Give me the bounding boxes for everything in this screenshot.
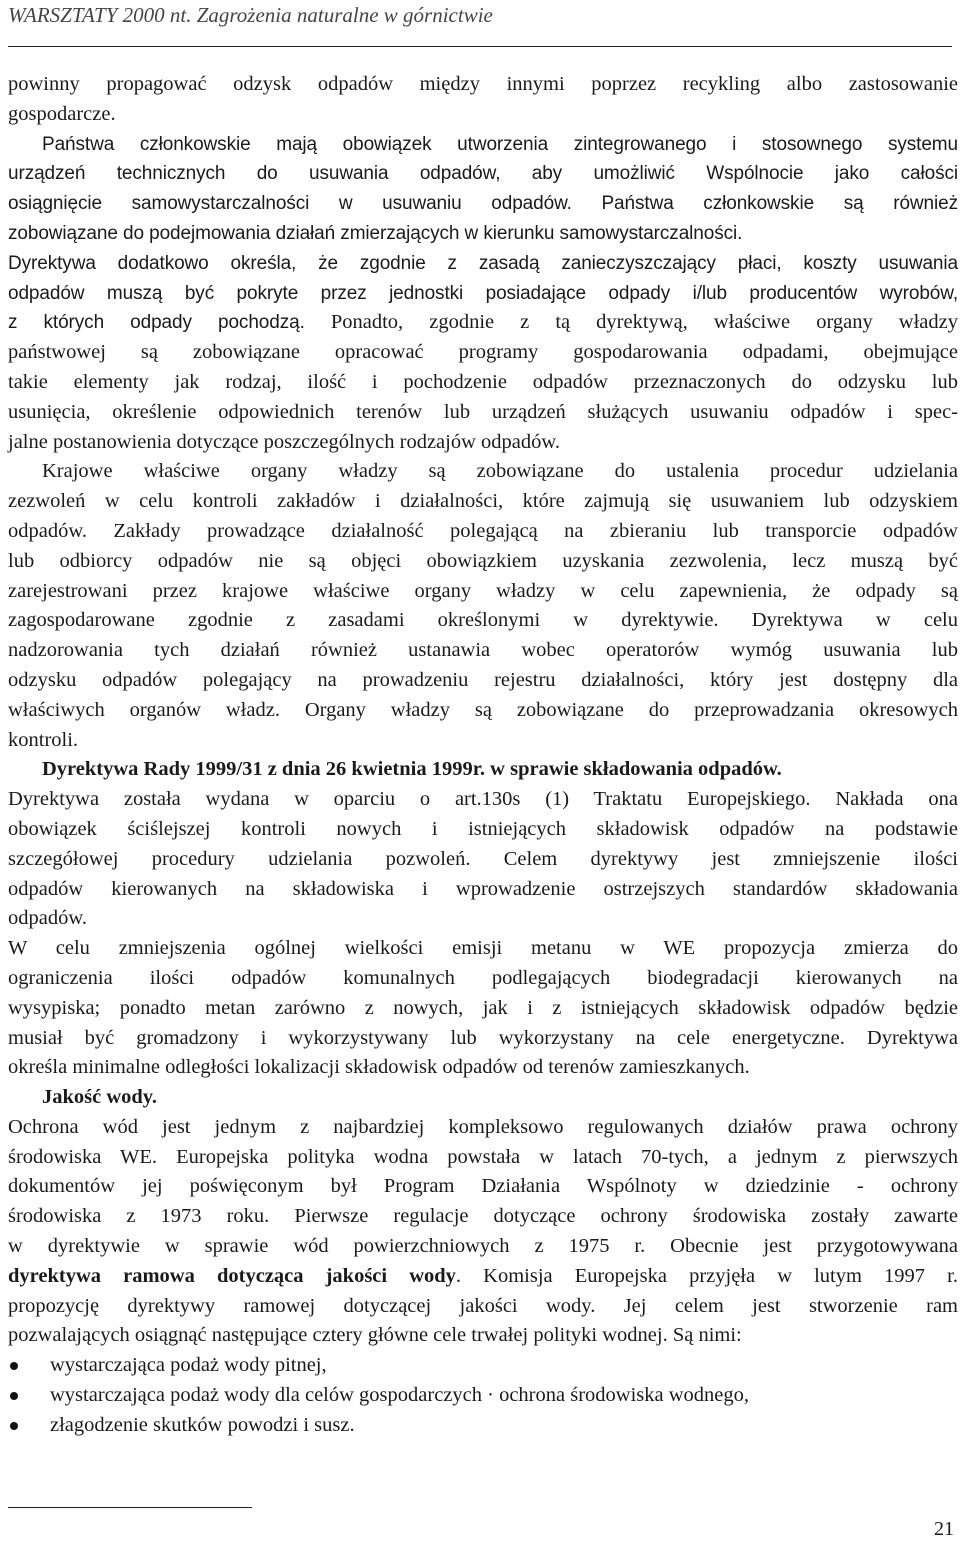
document-body [8, 70, 958, 1441]
text-line: Krajowe właściwe organy władzy są zobowiązane do ustalenia procedur udzielania [42, 460, 958, 483]
bullet-dot-icon [10, 1362, 18, 1370]
bullet-item [8, 1351, 958, 1381]
text-line: odpadów muszą być pokryte przez jednostki posiadające odpady i/lub producentów wyrobów, [8, 282, 958, 304]
text-line: pozwalających osiągnąć następujące cztery główne cele trwałej polityki wodnej. Są nimi: [8, 1324, 742, 1347]
text-span: z których odpady pochodzą. [8, 312, 305, 334]
text-line: dokumentów jej poświęconym był Program Działania Wspólnoty w dziedzinie - ochrony [8, 1175, 958, 1198]
text-line: gospodarcze. [8, 102, 116, 125]
text-line: Państwa członkowskie mają obowiązek utworzenia zintegrowanego i stosownego systemu [42, 133, 958, 155]
heading-text: Jakość wody. [42, 1086, 158, 1109]
text-line [8, 308, 958, 338]
header-title: WARSZTATY 2000 nt. Zagrożenia naturalne w górnictwie [8, 3, 493, 27]
text-line: państwowej są zobowiązane opracować programy gospodarowania odpadami, obejmujące [8, 341, 958, 364]
page-header [8, 0, 952, 30]
bullet-item [8, 1411, 958, 1441]
text-line: takie elementy jak rodzaj, ilość i pochodzenie odpadów przeznaczonych do odzysku lub [8, 370, 958, 393]
text-line: odpadów kierowanych na składowiska i wprowadzenie ostrzejszych standardów składowania [8, 877, 958, 900]
section-heading [8, 1083, 958, 1113]
text-line: ograniczenia ilości odpadów komunalnych podlegających biodegradacji kierowanych na [8, 966, 958, 989]
text-line: usunięcia, określenie odpowiednich terenów lub urządzeń służących usuwaniu odpadów i spec- [8, 400, 958, 423]
bold-phrase: dyrektywa ramowa dotycząca jakości wody [8, 1264, 456, 1287]
text-line: W celu zmniejszenia ogólnej wielkości emisji metanu w WE propozycja zmierza do [8, 937, 958, 960]
text-line: powinny propagować odzysk odpadów między innymi poprzez recykling albo zastosowanie [8, 73, 958, 95]
bullet-text: wystarczająca podaż wody dla celów gospodarczych · ochrona środowiska wodnego, [50, 1384, 750, 1407]
text-line: szczegółowej procedury udzielania pozwoleń. Celem dyrektywy jest zmniejszenie ilości [8, 847, 958, 870]
text-line: odpadów. [8, 907, 87, 930]
text-span: Państwa członkowskie są również [601, 193, 958, 215]
section-heading [8, 755, 958, 785]
text-line: kontroli. [8, 728, 79, 751]
text-line: odpadów. Zakłady prowadzące działalność polegającą na zbieraniu lub transporcie odpadów [8, 519, 958, 542]
text-line: zobowiązane do podejmowania działań zmierzających w kierunku samowystarczalności. [8, 222, 743, 244]
bullet-dot-icon [10, 1422, 18, 1430]
text-line [8, 189, 958, 219]
page-number: 21 [934, 1518, 954, 1540]
text-span: . Komisja Europejska przyjęła w lutym 1997 r. [455, 1264, 958, 1287]
bullet-dot-icon [10, 1392, 18, 1400]
text-line: środowiska z 1973 roku. Pierwsze regulacje dotyczące ochrony środowiska zostały zawarte [8, 1205, 958, 1228]
text-line: propozycję dyrektywy ramowej dotyczącej jakości wody. Jej celem jest stworzenie ram [8, 1294, 958, 1317]
text-line [8, 1262, 958, 1292]
text-span: Ponadto, zgodnie z tą dyrektywą, właściwe organy władzy [330, 311, 958, 334]
text-line: określa minimalne odległości lokalizacji składowisk odpadów od terenów zamieszkanych. [8, 1056, 750, 1079]
header-divider [8, 46, 952, 47]
text-line: środowiska WE. Europejska polityka wodna powstała w latach 70-tych, a jednym z pierwszych [8, 1145, 958, 1168]
text-line: zarejestrowani przez krajowe właściwe organy władzy w celu zapewnienia, że odpady są [8, 579, 958, 602]
text-line: Ochrona wód jest jednym z najbardziej kompleksowo regulowanych działów prawa ochrony [8, 1115, 958, 1138]
text-line: w dyrektywie w sprawie wód powierzchniowych z 1975 r. Obecnie jest przygotowywana [8, 1235, 958, 1258]
heading-text: Dyrektywa Rady 1999/31 z dnia 26 kwietnia 1999r. w sprawie składowania odpadów. [42, 758, 782, 781]
text-line: zezwoleń w celu kontroli zakładów i działalności, które zajmują się usuwaniem lub odzyskiem [8, 490, 958, 513]
text-line: nadzorowania tych działań również ustanawia wobec operatorów wymóg usuwania lub [8, 639, 958, 662]
text-line: Dyrektywa dodatkowo określa, że zgodnie z zasadą zanieczyszczający płaci, koszty usuwania [8, 252, 958, 274]
text-line: odzysku odpadów polegający na prowadzeniu rejestru działalności, który jest dostępny dla [8, 668, 958, 691]
text-line: urządzeń technicznych do usuwania odpadów, aby umożliwić Wspólnocie jako całości [8, 163, 958, 185]
text-line: wysypiska; ponadto metan zarówno z nowych, jak i z istniejących składowisk odpadów będzie [8, 996, 958, 1019]
bullet-text: wystarczająca podaż wody pitnej, [50, 1354, 327, 1377]
text-line: zagospodarowane zgodnie z zasadami określonymi w dyrektywie. Dyrektywa w celu [8, 609, 958, 632]
text-line: jalne postanowienia dotyczące poszczególnych rodzajów odpadów. [8, 430, 560, 453]
text-span: osiągnięcie samowystarczalności w usuwaniu odpadów. [8, 193, 572, 215]
text-line: musiał być gromadzony i wykorzystywany lub wykorzystany na cele energetyczne. Dyrektywa [8, 1026, 958, 1049]
text-line: obowiązek ściślejszej kontroli nowych i istniejących składowisk odpadów na podstawie [8, 817, 958, 840]
footer-divider [8, 1507, 252, 1508]
bullet-text: złagodzenie skutków powodzi i susz. [50, 1413, 355, 1436]
bullet-item [8, 1381, 958, 1411]
text-line: właściwych organów władz. Organy władzy są zobowiązane do przeprowadzania okresowych [8, 698, 958, 721]
text-line: Dyrektywa została wydana w oparciu o art.130s (1) Traktatu Europejskiego. Nakłada ona [8, 788, 958, 811]
text-line: lub odbiorcy odpadów nie są objęci obowiązkiem uzyskania zezwolenia, lecz muszą być [8, 549, 958, 572]
